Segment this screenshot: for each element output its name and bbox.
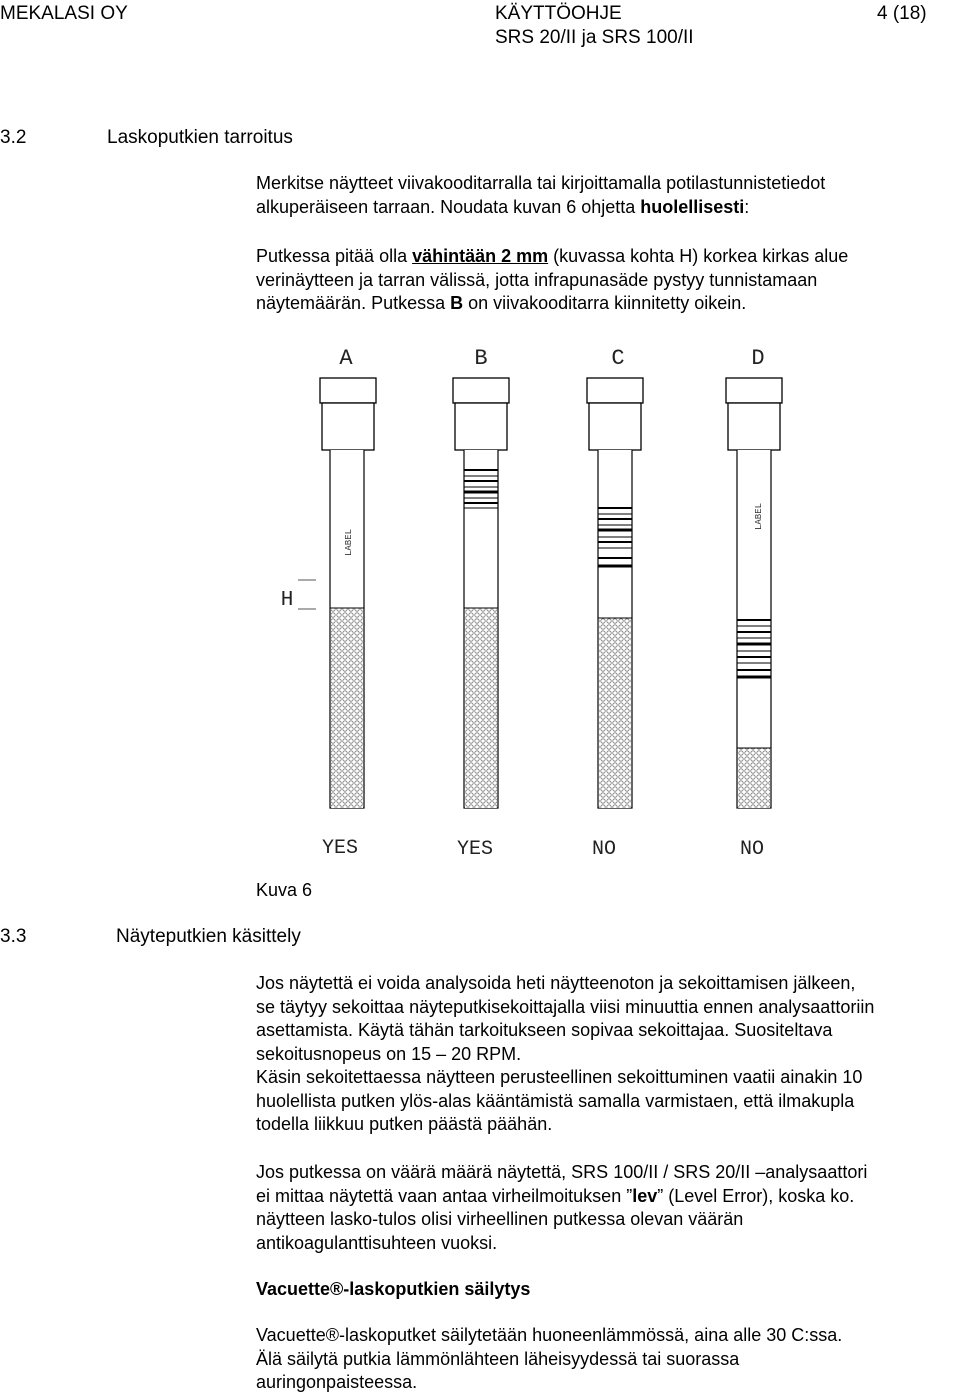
text-line: ei mittaa näytettä vaan antaa virheilmoituksen ” <box>256 1185 633 1206</box>
document-subtitle: SRS 20/II ja SRS 100/II <box>495 27 694 48</box>
text-line: näytemäärän. Putkessa <box>256 293 451 313</box>
label-text: LABEL <box>344 528 354 556</box>
h-marker <box>281 580 316 612</box>
document-title: KÄYTTÖOHJE <box>495 3 622 24</box>
text-line: antikoagulanttisuhteen vuoksi. <box>256 1232 498 1253</box>
figure-caption: Kuva 6 <box>256 880 313 900</box>
paragraph-mixing <box>256 972 956 1137</box>
text-line: Käsin sekoitettaessa näytteen perusteellinen sekoittuminen vaatii ainakin 10 <box>256 1067 863 1087</box>
text-line: Jos putkessa on väärä määrä näytettä, SRS 100/II / SRS 20/II –analysaattori <box>256 1162 868 1182</box>
paragraph-level-error <box>256 1161 956 1255</box>
text-line: verinäytteen ja tarran välissä, jotta infrapunasäde pystyy tunnistamaan <box>256 269 818 290</box>
text-line: Älä säilytä putkia lämmönlähteen läheisyydessä tai suorassa <box>256 1348 740 1369</box>
paragraph-clear-zone <box>256 245 956 316</box>
text-line: näytteen lasko-tulos olisi virheellinen putkessa olevan väärän <box>256 1209 744 1229</box>
section-number: 3.3 <box>0 926 27 947</box>
storage-heading: Vacuette®-laskoputkien säilytys <box>256 1279 531 1299</box>
tube-letter-c: C <box>611 346 625 371</box>
tube-letter-d: D <box>751 346 765 371</box>
text-line: Merkitse näytteet viivakooditarralla tai kirjoittamalla potilastunnistetiedot <box>256 173 826 193</box>
tube-b <box>453 378 509 808</box>
text-line: Putkessa pitää olla <box>256 246 413 266</box>
h-label: H <box>280 589 294 612</box>
text-line: asettamista. Käytä tähän tarkoitukseen sopivaa sekoittajaa. Suositeltava <box>256 1020 833 1040</box>
emphasis: huolellisesti <box>640 196 745 217</box>
text-line: sekoitusnopeus on 15 – 20 RPM. <box>256 1043 522 1064</box>
verdict-a: YES <box>321 837 359 860</box>
text-line: se täytyy sekoittaa näyteputkisekoittajalla viisi minuuttia ennen analysaattoriin <box>256 996 875 1017</box>
verdict-b: YES <box>456 838 494 861</box>
tube-letter-a: A <box>339 346 353 371</box>
text-line: on viivakooditarra kiinnitetty oikein. <box>463 293 747 313</box>
emphasis: vähintään 2 mm <box>412 246 549 266</box>
company-name: MEKALASI OY <box>0 3 128 24</box>
page-number: 4 (18) <box>877 3 927 24</box>
tube-d <box>726 378 782 808</box>
verdict-d: NO <box>739 838 765 861</box>
text-line: alkuperäiseen tarraan. Noudata kuvan 6 ohjetta <box>256 196 641 217</box>
section-title: Laskoputkien tarroitus <box>107 127 293 148</box>
section-number: 3.2 <box>0 127 27 148</box>
verdict-c: NO <box>591 838 617 861</box>
text-line: ” (Level Error), koska ko. <box>657 1185 855 1206</box>
text-line: todella liikkuu putken päästä päähän. <box>256 1114 553 1134</box>
text-line: Jos näytettä ei voida analysoida heti näytteenoton ja sekoittamisen jälkeen, <box>256 973 856 993</box>
section-title: Näyteputkien käsittely <box>116 926 301 947</box>
text-line: : <box>744 196 750 217</box>
emphasis: lev <box>632 1185 658 1206</box>
paragraph-storage <box>256 1324 956 1395</box>
paragraph-labeling <box>256 172 956 219</box>
text-line: Vacuette®-laskoputket säilytetään huoneenlämmössä, aina alle 30 C:ssa. <box>256 1325 843 1345</box>
tube-a <box>320 378 376 808</box>
tube-c <box>587 378 643 808</box>
emphasis: B <box>450 293 464 313</box>
tube-letter-b: B <box>474 346 488 371</box>
text-line: (kuvassa kohta H) korkea kirkas alue <box>548 246 849 266</box>
tube-figure <box>0 330 960 930</box>
text-line: auringonpaisteessa. <box>256 1372 418 1392</box>
label-text: LABEL <box>754 502 764 530</box>
text-line: huolellista putken ylös-alas kääntämistä samalla varmistaen, että ilmakupla <box>256 1090 855 1111</box>
